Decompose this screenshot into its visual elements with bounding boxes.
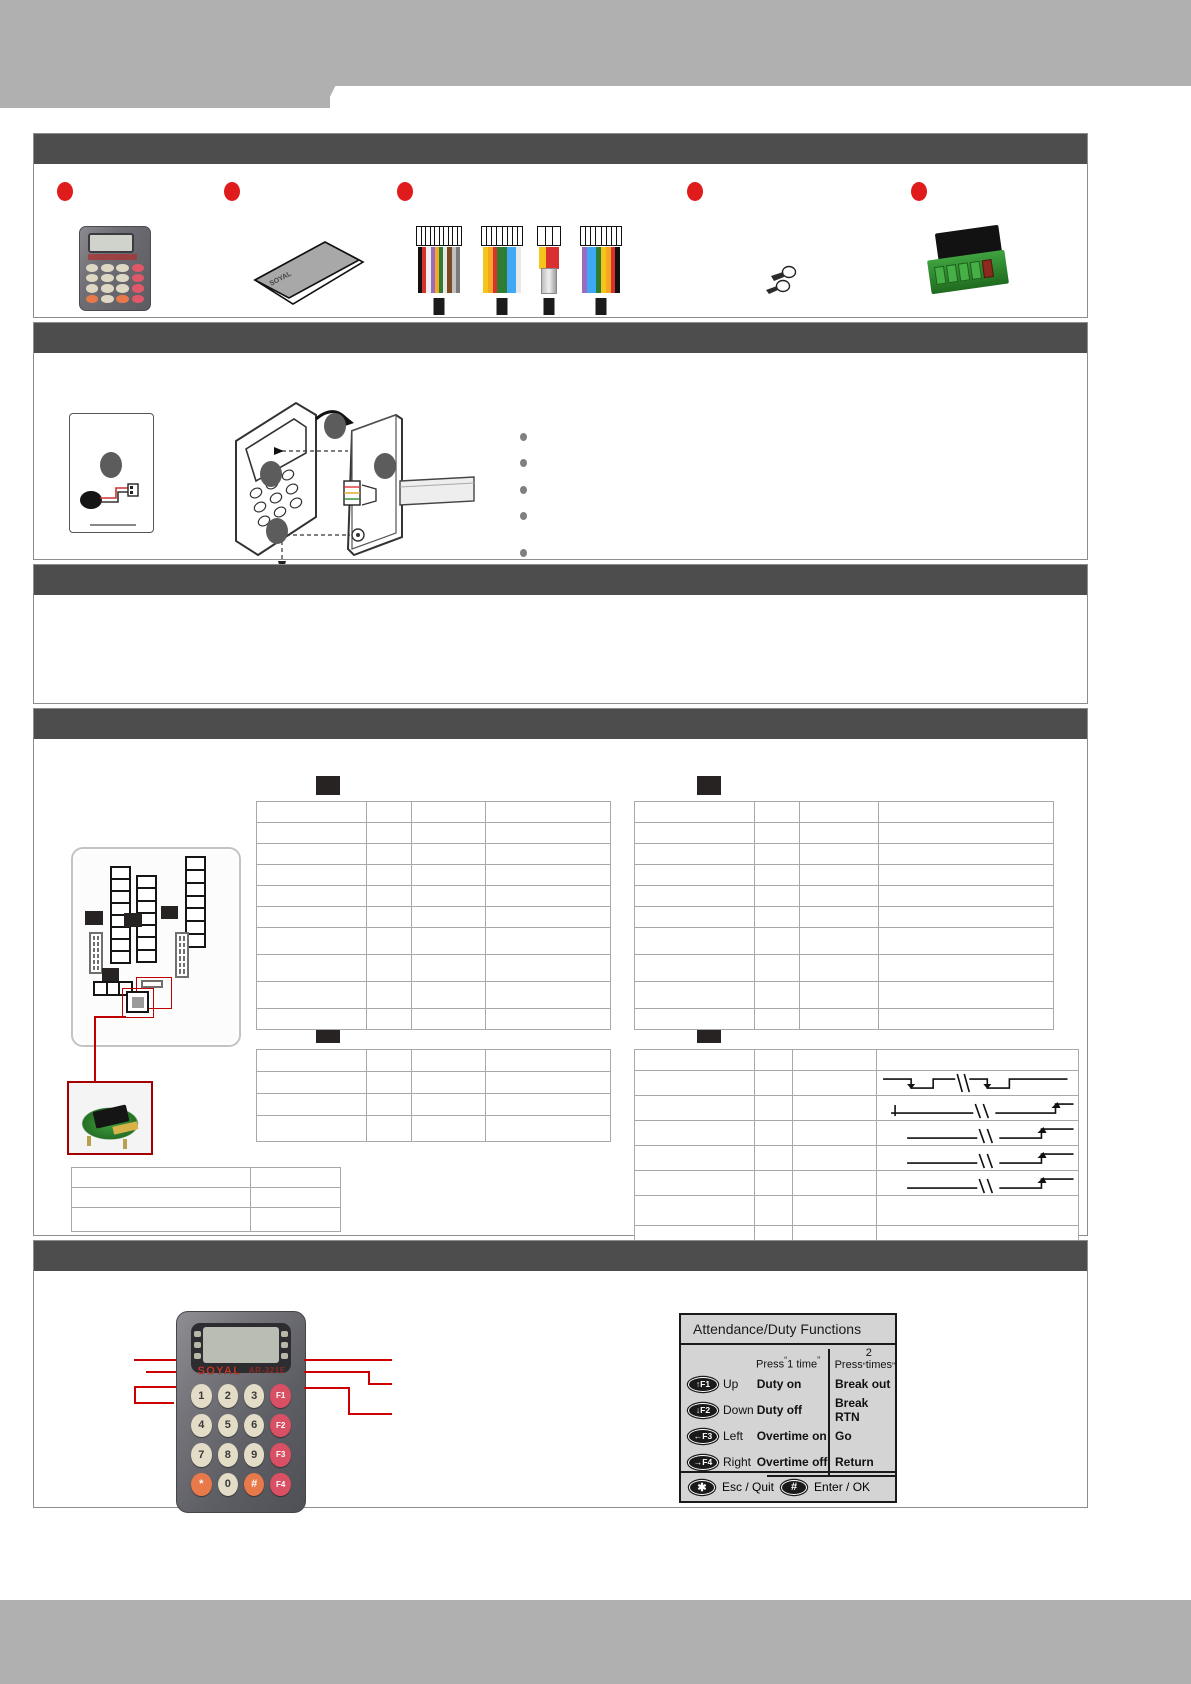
attendance-f1-press1: Duty on: [756, 1377, 802, 1391]
top-banner-lower-bar: [0, 68, 330, 108]
packing-item-manual-and-card: [249, 232, 369, 312]
table-row: [635, 886, 1054, 907]
key-2: [101, 264, 114, 272]
key-star-function-label: Esc / Quit: [722, 1480, 775, 1494]
relay-photo-leg-right: [123, 1139, 127, 1149]
key-f2-badge[interactable]: [688, 1403, 718, 1418]
attendance-header-twice: 2 times: [865, 1347, 892, 1371]
section-installation: [33, 322, 1088, 560]
device-brand-label: SOYAL: [197, 1365, 242, 1377]
pcb-photo-leader-v: [94, 1016, 96, 1084]
reader-brand-strip: [88, 254, 137, 260]
waveform-cell-step-rise-3: [877, 1171, 1079, 1196]
attendance-f3-press1: Overtime on: [756, 1429, 827, 1443]
table-row: [257, 1072, 611, 1094]
key-f2-arrow: ↓: [695, 1405, 701, 1415]
key-star-badge[interactable]: ✱: [689, 1480, 715, 1495]
key-8: [101, 284, 114, 292]
pcb-relay-highlight-outer: [122, 988, 154, 1018]
device-key-f3[interactable]: F3: [270, 1443, 290, 1467]
table-row: [72, 1168, 341, 1188]
table-row: [635, 928, 1054, 955]
attendance-table-title: Attendance/Duty Functions: [681, 1315, 895, 1345]
connector-wires: [539, 247, 559, 269]
waveform-icon-step-rise-3: [877, 1171, 1078, 1195]
section-packing-list-body: [34, 164, 1087, 317]
table-row: [72, 1208, 341, 1232]
table-row: [635, 1121, 1079, 1146]
waveform-cell-pulse-edge-rise: [877, 1096, 1079, 1121]
table-row: [257, 802, 611, 823]
waveform-cell-pulse-low-low: [877, 1071, 1079, 1096]
device-keypad: [191, 1384, 291, 1496]
relay-photo-leg-left: [87, 1136, 91, 1146]
table-row: [257, 844, 611, 865]
key-hash: [116, 295, 129, 303]
install-note-bullet-1: [520, 433, 527, 441]
key-f1: [132, 264, 145, 272]
connector-pinout-table-2: [634, 801, 1054, 1030]
device-model-label: AR-321E: [248, 1366, 286, 1375]
attendance-header-quote-open: “: [784, 1355, 788, 1366]
key-1: [86, 264, 98, 272]
section-panel-description: [33, 1240, 1088, 1508]
table-row: [257, 1094, 611, 1116]
table-row: [635, 1050, 1079, 1071]
table-row: [635, 1096, 1079, 1121]
key-f1-direction: Up: [723, 1377, 739, 1391]
key-f3: [132, 284, 145, 292]
install-note-bullet-3: [520, 486, 527, 494]
device-led-left-3: [194, 1353, 201, 1359]
install-callout-3: [374, 453, 396, 479]
attendance-duty-functions-table: [679, 1313, 897, 1503]
attendance-key-f2-cell: [681, 1403, 757, 1418]
section-notes-header: [34, 565, 1087, 595]
attendance-row-f2: [681, 1397, 895, 1423]
panel-callout-right-1: [304, 1359, 392, 1361]
key-f3-badge[interactable]: [688, 1429, 718, 1444]
connector-label-block: [544, 298, 555, 315]
install-callout-4: [260, 461, 282, 487]
pcb-marker-d: [102, 968, 119, 981]
panel-device-illustration: [176, 1311, 306, 1513]
attendance-header-quote-close-2: ”: [892, 1361, 895, 1371]
section-panel-body: [34, 1271, 1087, 1507]
section-notes: [33, 564, 1088, 704]
dip-switch-table: [256, 1049, 611, 1142]
pcb-marker-c: [161, 906, 178, 919]
connector-ferrule: [541, 268, 557, 294]
table-row: [635, 1196, 1079, 1226]
box-base-line: [90, 524, 136, 526]
key-f4-direction: Right: [723, 1455, 752, 1469]
device-key-1[interactable]: 1: [191, 1384, 211, 1408]
install-callout-5: [266, 518, 288, 544]
device-key-3[interactable]: 3: [244, 1384, 264, 1408]
attendance-header-press-word-2: Press: [834, 1359, 863, 1371]
connector-wires: [418, 247, 460, 293]
table-row: [635, 1071, 1079, 1096]
key-f4-badge[interactable]: [688, 1455, 718, 1470]
device-key-2[interactable]: 2: [218, 1384, 238, 1408]
table-row: [257, 982, 611, 1009]
packing-item-screws: [762, 260, 804, 300]
packing-item-keypad-reader: [79, 226, 151, 311]
key-hash-function-label: Enter / OK: [814, 1480, 871, 1494]
pcb-relay-pinheader: [141, 980, 163, 988]
connector-head: [416, 226, 462, 246]
table-row: [257, 1009, 611, 1030]
section-wiring-and-settings: [33, 708, 1088, 1236]
table-row: [635, 1146, 1079, 1171]
device-key-6[interactable]: 6: [244, 1414, 264, 1438]
key-7: [86, 284, 98, 292]
relay-module-photo: [67, 1081, 153, 1155]
table-row: [257, 907, 611, 928]
install-note-bullet-4: [520, 512, 527, 520]
packing-marker-1: [57, 182, 73, 201]
install-callout-2: [324, 413, 346, 439]
relay-module-photo-image: [69, 1083, 151, 1153]
panel-callout-right-3-v: [348, 1387, 350, 1415]
section-wiring-header: [34, 709, 1087, 739]
key-f4-label: F4: [702, 1457, 713, 1467]
section-packing-list-header: [34, 134, 1087, 164]
table-row: [635, 907, 1054, 928]
key-0: [101, 295, 114, 303]
install-note-bullet-2: [520, 459, 527, 467]
waveform-icon-pulse-low-low: [877, 1071, 1078, 1095]
pcb-dip-right: [175, 932, 189, 978]
table-row: [635, 823, 1054, 844]
table-row: [257, 886, 611, 907]
key-f3-arrow: ←: [693, 1431, 703, 1441]
wiring-table-marker-1: [316, 776, 340, 795]
connector-head: [580, 226, 622, 246]
device-key-7[interactable]: 7: [191, 1443, 211, 1467]
reader-lcd: [88, 233, 134, 253]
reader-keypad: [86, 264, 145, 304]
connector-label-block: [596, 298, 607, 315]
device-key-hash[interactable]: #: [244, 1473, 264, 1497]
packing-item-connector-2pin-shield: [537, 226, 561, 316]
table-row: [635, 865, 1054, 886]
device-led-left-1: [194, 1331, 201, 1337]
device-key-star[interactable]: *: [191, 1473, 211, 1497]
table-row: [257, 1050, 611, 1072]
device-led-right-2: [281, 1342, 288, 1348]
wall-back-box-diagram: [69, 413, 154, 533]
section-wiring-body: [34, 739, 1087, 1235]
attendance-key-f3-cell: [681, 1429, 757, 1444]
table-row: [257, 955, 611, 982]
table-row: [635, 1171, 1079, 1196]
led-indicator-table: [71, 1167, 341, 1232]
waveform-icon-step-rise-1: [877, 1121, 1078, 1145]
section-notes-body: [34, 595, 1087, 703]
install-note-bullet-5: [520, 549, 527, 557]
key-4: [86, 274, 98, 282]
attendance-f3-press2: Go: [828, 1423, 895, 1449]
table-row: [72, 1188, 341, 1208]
device-key-f2[interactable]: F2: [270, 1414, 290, 1438]
section-packing-list: [33, 133, 1088, 318]
table-row: [257, 865, 611, 886]
connector-head: [537, 226, 561, 246]
attendance-header-quote-open-2: “: [862, 1361, 866, 1371]
key-f4: [132, 295, 145, 303]
packing-marker-4: [687, 182, 703, 201]
section-panel-header: [34, 1241, 1087, 1271]
key-6: [116, 274, 129, 282]
connector-head: [481, 226, 523, 246]
device-led-right-1: [281, 1331, 288, 1337]
attendance-f4-press2: Return: [828, 1449, 895, 1475]
device-led-left-2: [194, 1342, 201, 1348]
attendance-table-grid: [681, 1349, 895, 1475]
key-f2-label: F2: [700, 1405, 711, 1415]
connector-pinout-table-1: [256, 801, 611, 1030]
device-key-5[interactable]: 5: [218, 1414, 238, 1438]
packing-marker-2: [224, 182, 240, 201]
connector-wires: [582, 247, 620, 293]
top-banner-main-bar: [0, 0, 1191, 68]
table-row: [635, 1009, 1054, 1030]
panel-callout-right-2: [304, 1371, 370, 1373]
panel-callout-right-3: [304, 1387, 350, 1389]
attendance-header-once: 1 time: [787, 1359, 818, 1371]
key-f2-direction: Down: [723, 1403, 754, 1417]
device-key-f4[interactable]: F4: [270, 1473, 290, 1497]
device-led-right-3: [281, 1353, 288, 1359]
attendance-f2-press2: Break RTN: [828, 1397, 895, 1423]
connector-label-block: [434, 298, 445, 315]
key-f1-badge[interactable]: [688, 1377, 718, 1392]
attendance-header-press-word: Press: [756, 1359, 785, 1371]
attendance-table-header-row: [681, 1349, 895, 1371]
table-row: [257, 1116, 611, 1142]
key-f3-direction: Left: [723, 1429, 744, 1443]
key-f3-label: F3: [702, 1431, 713, 1441]
key-f2: [132, 274, 145, 282]
table-row: [257, 928, 611, 955]
device-lcd-screen: [203, 1327, 280, 1363]
attendance-row-f1: [681, 1371, 895, 1397]
panel-callout-left-3-h: [134, 1402, 174, 1404]
attendance-header-press-1-time: [756, 1355, 828, 1371]
device-key-8[interactable]: 8: [218, 1443, 238, 1467]
pcb-marker-a: [85, 911, 103, 925]
top-banner-right-strip: [330, 68, 1191, 86]
key-f1-label: F1: [700, 1379, 711, 1389]
wiring-table-marker-2: [697, 776, 721, 795]
pcb-marker-b: [124, 913, 142, 927]
attendance-f4-press1: Overtime off: [756, 1455, 828, 1469]
packing-marker-5: [911, 182, 927, 201]
table-row: [635, 955, 1054, 982]
connector-wires: [483, 247, 521, 293]
waveform-icon-pulse-edge-rise: [877, 1096, 1078, 1120]
attendance-key-f4-cell: [681, 1455, 757, 1470]
table-row: [635, 802, 1054, 823]
packing-item-connector-8pin-b: [580, 226, 622, 316]
panel-callout-right-3-h: [348, 1413, 392, 1415]
device-key-9[interactable]: 9: [244, 1443, 264, 1467]
svg-text:SOYAL: SOYAL: [268, 270, 293, 288]
attendance-header-press-2-times: [828, 1349, 895, 1371]
key-star: [86, 295, 98, 303]
packing-item-relay-module: [929, 229, 1011, 297]
key-3: [116, 264, 129, 272]
key-9: [116, 284, 129, 292]
waveform-cell-step-rise-2: [877, 1146, 1079, 1171]
key-f1-arrow: ↑: [695, 1379, 701, 1389]
packing-item-connector-8pin-a: [481, 226, 523, 316]
table-row: [635, 982, 1054, 1009]
table-row: [635, 844, 1054, 865]
attendance-f2-press1: Duty off: [756, 1403, 803, 1417]
waveform-cell-step-rise-1: [877, 1121, 1079, 1146]
table-row: [257, 823, 611, 844]
attendance-header-quote-close: ”: [817, 1355, 821, 1366]
attendance-row-f3: [681, 1423, 895, 1449]
key-5: [101, 274, 114, 282]
cable-entry-illustration: [78, 474, 144, 514]
top-banner: [0, 0, 1191, 108]
key-hash-badge[interactable]: #: [781, 1480, 807, 1495]
section-installation-header: [34, 323, 1087, 353]
pcb-photo-leader-h: [94, 1016, 126, 1018]
device-key-f1[interactable]: F1: [270, 1384, 290, 1408]
connector-label-block: [497, 298, 508, 315]
attendance-table-footer: [681, 1471, 895, 1501]
section-installation-body: [34, 353, 1087, 559]
waveform-icon-step-rise-2: [877, 1146, 1078, 1170]
attendance-key-f1-cell: [681, 1377, 757, 1392]
bottom-banner: [0, 1600, 1191, 1684]
panel-callout-right-2-h: [368, 1383, 392, 1385]
device-key-0[interactable]: 0: [218, 1473, 238, 1497]
device-key-4[interactable]: 4: [191, 1414, 211, 1438]
pcb-dip-left: [89, 932, 103, 974]
key-f4-arrow: →: [693, 1457, 703, 1467]
attendance-f1-press2: Break out: [828, 1371, 895, 1397]
packing-marker-3: [397, 182, 413, 201]
packing-item-connector-10pin: [416, 226, 462, 316]
